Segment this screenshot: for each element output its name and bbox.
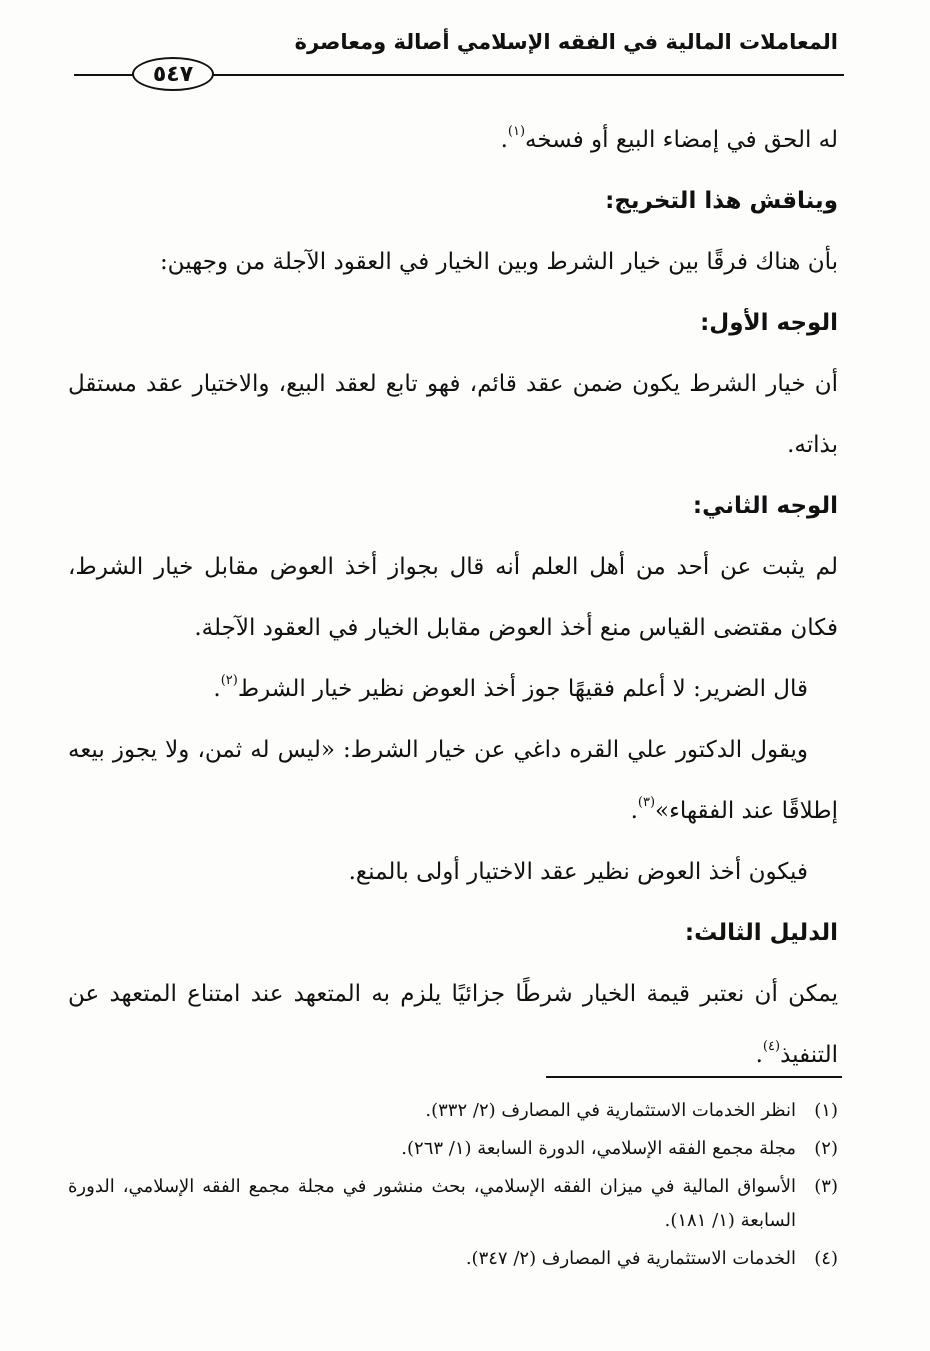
paragraph-5-text: قال الضرير: لا أعلم فقيهًا جوز أخذ العوض نظير خيار الشرط [237,676,808,702]
footnote-ref-1: (١) [507,124,526,139]
paragraph-4: لم يثبت عن أحد من أهل العلم أنه قال بجواز أخذ العوض مقابل خيار الشرط، فكان مقتضى القياس منع أخذ العوض مقابل الخيار في العقود الآجلة. [68,554,838,641]
footnote-number: (٢) [814,1138,838,1159]
paragraph-6-end: . [630,798,638,824]
paragraph-1 [68,110,838,171]
footnote-text: الخدمات الاستثمارية في المصارف (٢/ ٣٤٧). [465,1248,796,1269]
heading-first-aspect: الوجه الأول: [700,310,838,336]
running-title: المعاملات المالية في الفقه الإسلامي أصالة ومعاصرة [294,30,838,54]
footnote-text: انظر الخدمات الاستثمارية في المصارف (٢/ ٣٣٢). [425,1100,796,1121]
paragraph-8-end: . [755,1042,763,1068]
footnote-ref-4: (٤) [762,1039,781,1054]
footnotes [68,1094,838,1280]
footnote-text: مجلة مجمع الفقه الإسلامي، الدورة السابعة (١/ ٢٦٣). [401,1138,796,1159]
footnote-ref-3: (٣) [637,795,656,810]
paragraph-6-text: ويقول الدكتور علي القره داغي عن خيار الشرط: «ليس له ثمن، ولا يجوز بيعه إطلاقًا عند الفقهاء» [68,737,838,824]
footnote-number: (٤) [814,1248,838,1269]
paragraph-1-text: له الحق في إمضاء البيع أو فسخه [525,127,838,153]
paragraph-5-end: . [213,676,221,702]
footnote-separator [546,1076,842,1078]
footnote-4 [68,1242,838,1276]
footnote-2 [68,1132,838,1166]
paragraph-2: بأن هناك فرقًا بين خيار الشرط وبين الخيار في العقود الآجلة من وجهين: [159,249,838,275]
paragraph-6 [68,720,838,842]
footnote-number: (١) [814,1100,838,1121]
footnote-3 [68,1170,838,1238]
paragraph-8 [68,964,838,1086]
heading-third-evidence: الدليل الثالث: [684,920,838,946]
footnote-ref-2: (٢) [220,673,238,688]
heading-second-aspect: الوجه الثاني: [692,493,838,519]
page-number: ٥٤٧ [132,57,214,91]
paragraph-5 [68,659,838,720]
heading-discussion: ويناقش هذا التخريج: [605,188,838,214]
paragraph-7: فيكون أخذ العوض نظير عقد الاختيار أولى بالمنع. [348,859,808,885]
footnote-text: الأسواق المالية في ميزان الفقه الإسلامي، بحث منشور في مجلة مجمع الفقه الإسلامي، الدورة السابعة (١/ ١٨١). [68,1176,796,1231]
footnote-number: (٣) [814,1176,838,1197]
footnote-1 [68,1094,838,1128]
main-text [68,110,838,1086]
paragraph-8-text: يمكن أن نعتبر قيمة الخيار شرطًا جزائيًا يلزم به المتعهد عند امتناع المتعهد عن التنفيذ [68,981,838,1068]
paragraph-3: أن خيار الشرط يكون ضمن عقد قائم، فهو تابع لعقد البيع، والاختيار عقد مستقل بذاته. [68,371,838,458]
paragraph-1-end: . [500,127,508,153]
